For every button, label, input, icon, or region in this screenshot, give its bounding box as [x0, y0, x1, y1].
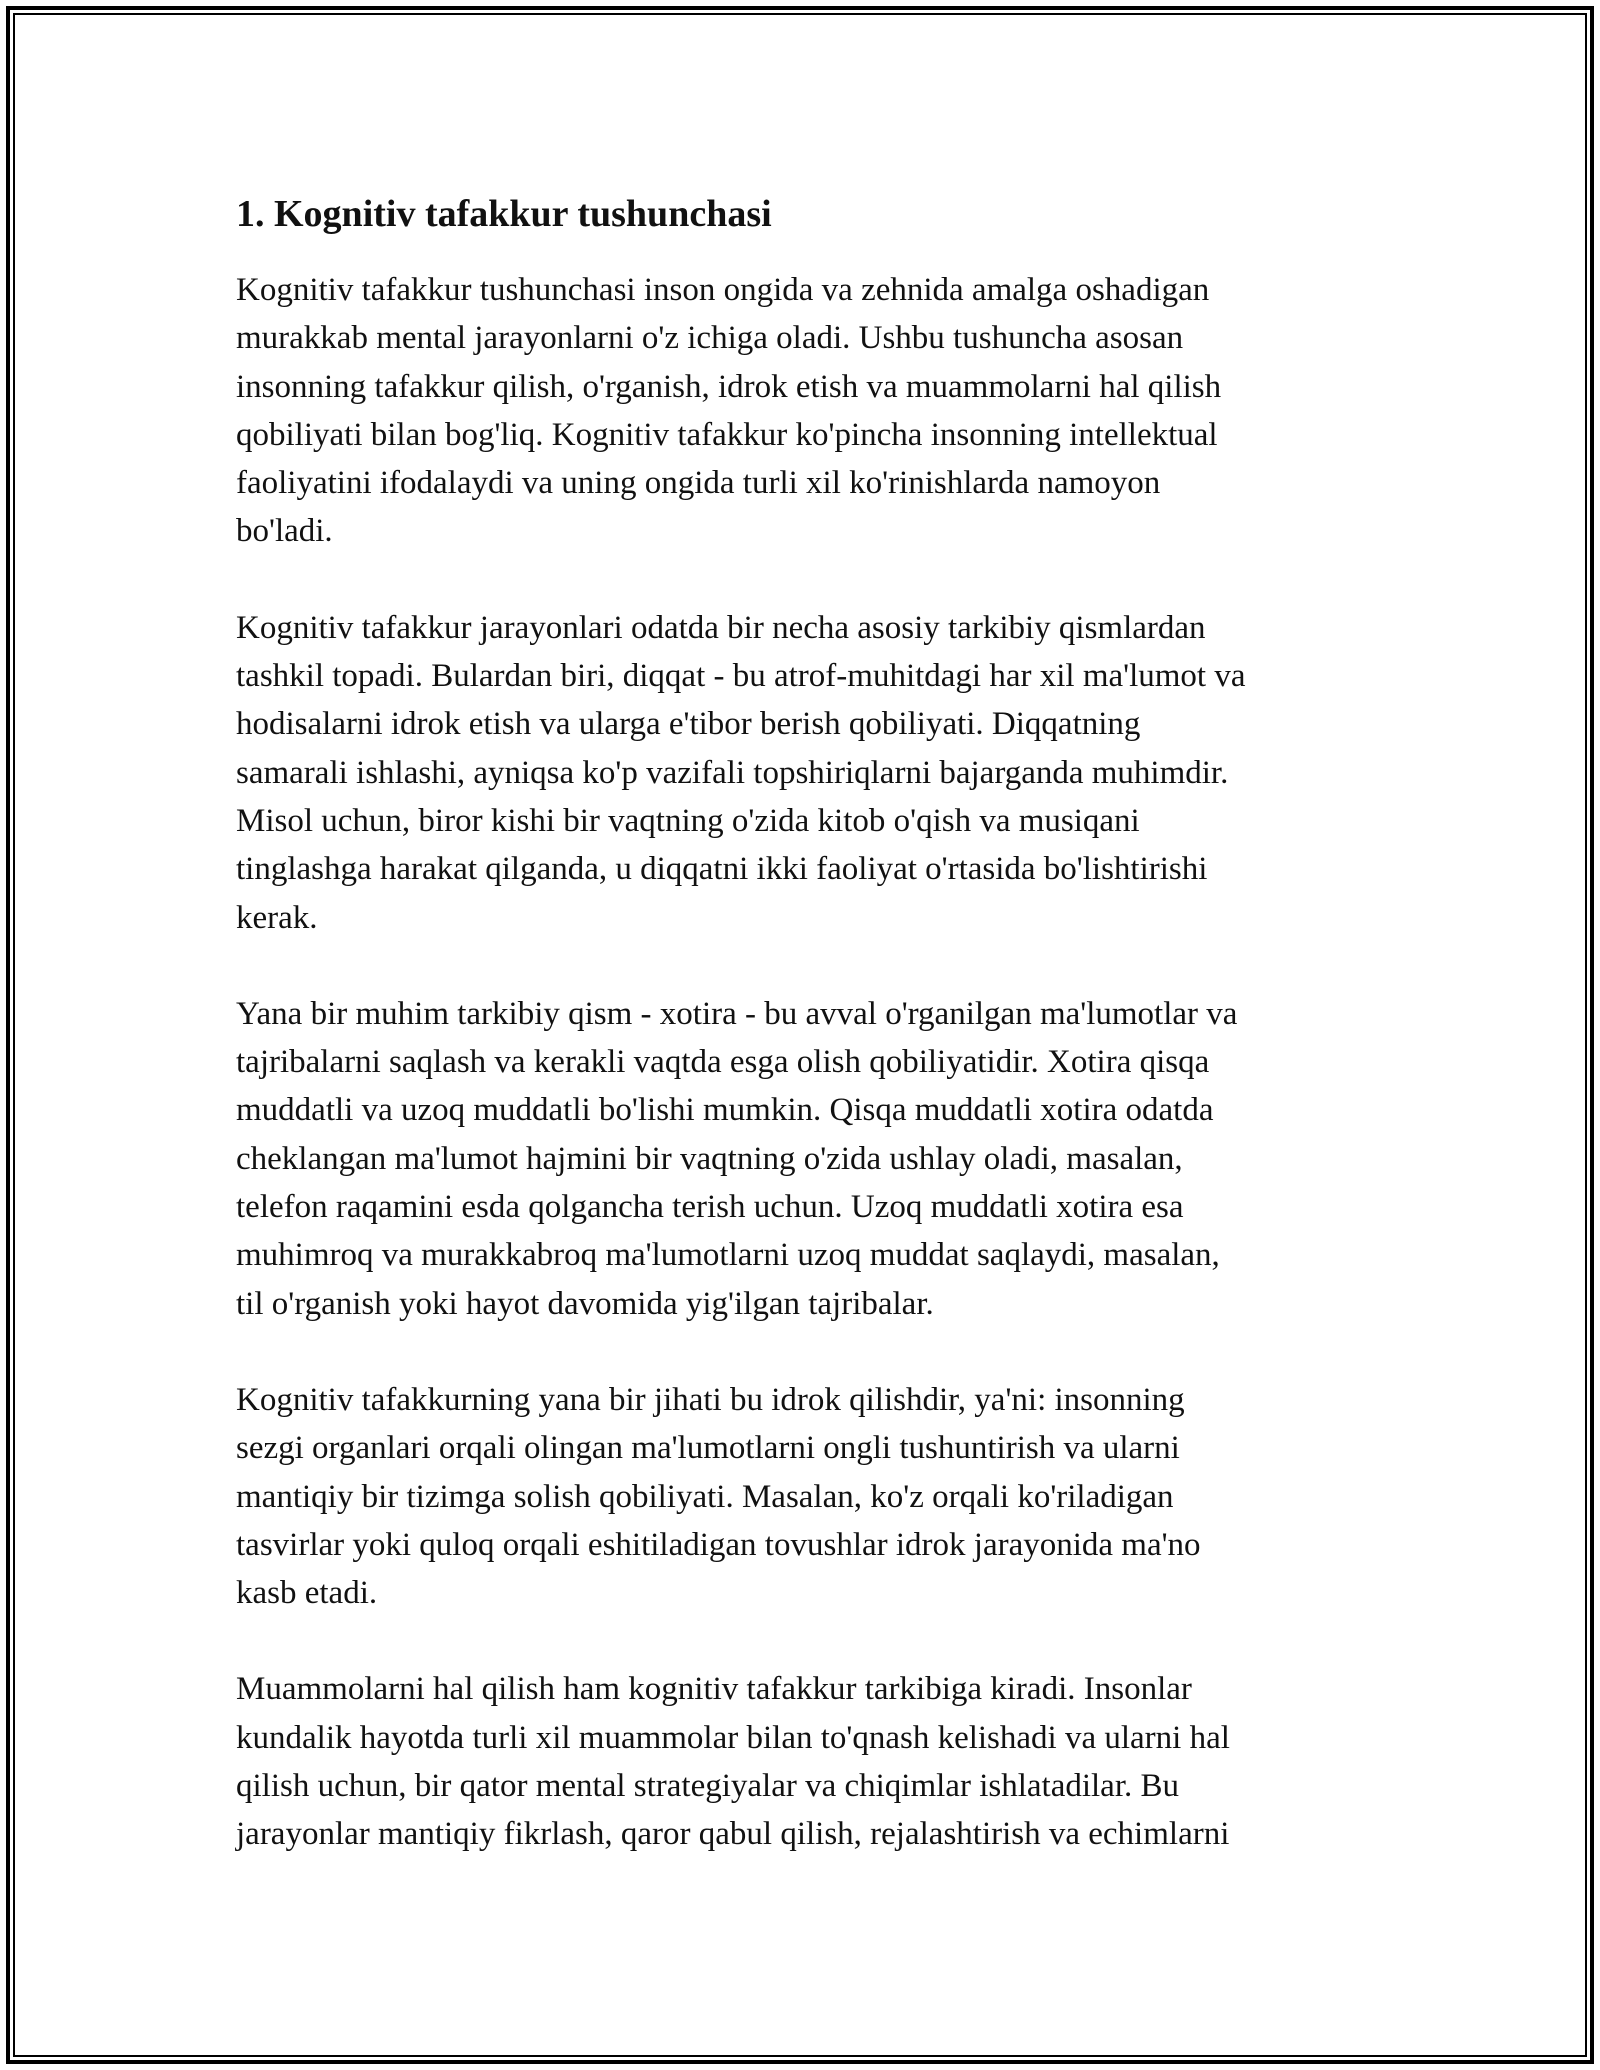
paragraph-3: Yana bir muhim tarkibiy qism - xotira - bu avval o'rganilgan ma'lumotlar va tajribalarni saqlash va kerakli vaqtda esga olish qobiliyatidir. Xotira qisqa muddatli va uzoq muddatli bo'lishi mumkin. Qisqa muddatli xotira odatda cheklangan ma'lumot hajmini bir vaqtning o'zida ushlay oladi, masalan, telefon raqamini esda qolgancha terish uchun. Uzoq muddatli xotira esa muhimroq va murakkabroq ma'lumotlarni uzoq muddat saqlaydi, masalan, til o'rganish yoki hayot davomida yig'ilgan tajribalar. — [236, 995, 1238, 1322]
section-heading: 1. Kognitiv tafakkur tushunchasi — [236, 193, 772, 235]
paragraph-4: Kognitiv tafakkurning yana bir jihati bu idrok qilishdir, ya'ni: insonning sezgi organlari orqali olingan ma'lumotlarni ongli tushuntirish va ularni mantiqiy bir tizimga solish qobiliyati. Masalan, ko'z orqali ko'riladigan tasvirlar yoki quloq orqali eshitiladigan tovushlar idrok jarayonida ma'no kasb etadi. — [236, 1381, 1201, 1612]
paragraph-5: Muammolarni hal qilish ham kognitiv tafakkur tarkibiga kiradi. Insonlar kundalik hayotda turli xil muammolar bilan to'qnash kelishadi va ularni hal qilish uchun, bir qator mental strategiyalar va chiqimlar ishlatadilar. Bu jarayonlar mantiqiy fikrlash, qaror qabul qilish, rejalashtirish va echimlarni — [236, 1671, 1230, 1853]
paragraph-2: Kognitiv tafakkur jarayonlari odatda bir necha asosiy tarkibiy qismlardan tashkil topadi. Bulardan biri, diqqat - bu atrof-muhitdagi har xil ma'lumot va hodisalarni idrok etish va ularga e'tibor berish qobiliyati. Diqqatning samarali ishlashi, ayniqsa ko'p vazifali topshiriqlarni bajarganda muhimdir. Misol uchun, biror kishi bir vaqtning o'zida kitob o'qish va musiqani tinglashga harakat qilganda, u diqqatni ikki faoliyat o'rtasida bo'lishtirishi kerak. — [236, 609, 1246, 936]
paragraph-1: Kognitiv tafakkur tushunchasi inson ongida va zehnida amalga oshadigan murakkab mental jarayonlarni o'z ichiga oladi. Ushbu tushuncha asosan insonning tafakkur qilish, o'rganish, idrok etish va muammolarni hal qilish qobiliyati bilan bog'liq. Kognitiv tafakkur ko'pincha insonning intellektual faoliyatini ifodalaydi va uning ongida turli xil ko'rinishlarda namoyon bo'ladi. — [236, 272, 1222, 550]
document-body — [236, 186, 1372, 1907]
